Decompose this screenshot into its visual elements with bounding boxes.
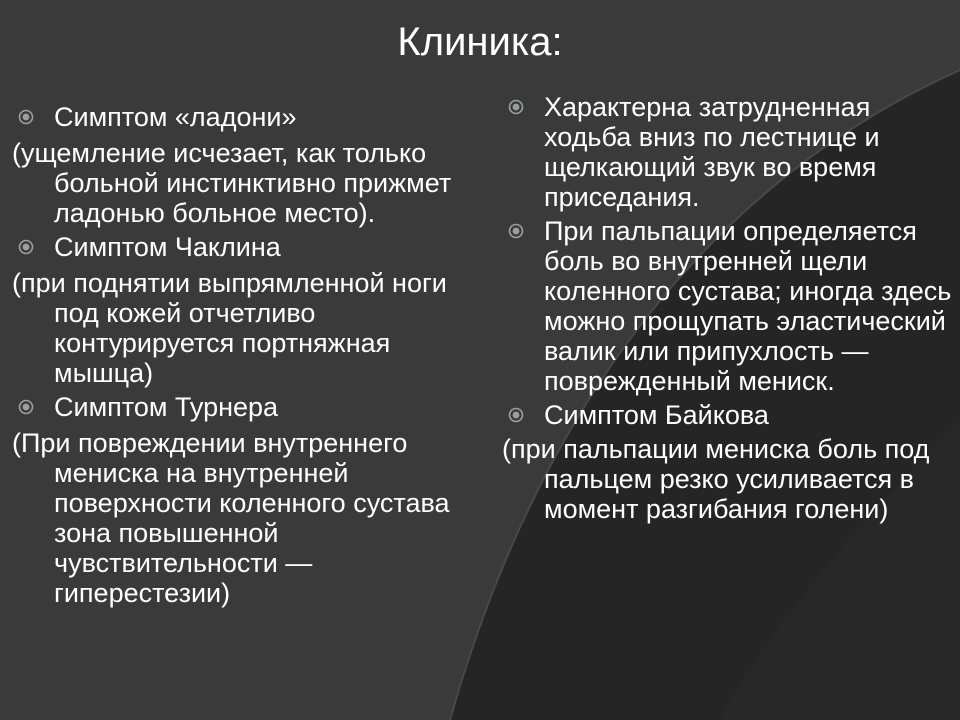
paragraph-text: (при поднятии выпрямленной ноги под кожей отчетливо контурируется портняжная мышца) [12, 268, 447, 388]
bullet-text: Симптом Чаклина [54, 232, 281, 262]
circle-bullet-icon [18, 239, 34, 255]
circle-bullet-icon [18, 399, 34, 415]
circle-bullet-icon [508, 99, 524, 115]
slide-title: Клиника: [397, 20, 563, 64]
circle-bullet-icon [18, 109, 34, 125]
bullet-item [12, 102, 462, 132]
paragraph-text: (При повреждении внутреннего мениска на внутренней поверхности коленного сустава зона повышенной чувствительности — гиперестезии) [12, 428, 450, 608]
bullet-item [502, 92, 952, 212]
bullet-text: Симптом «ладони» [54, 102, 297, 132]
bullet-text: Симптом Байкова [544, 400, 769, 430]
right-column [502, 92, 952, 528]
bullet-text: Симптом Турнера [54, 392, 279, 422]
bullet-item [502, 216, 952, 396]
bullet-item [502, 400, 952, 430]
left-column [12, 102, 462, 612]
bullet-text: При пальпации определяется боль во внутренней щели коленного сустава; иногда здесь можно прощупать эластический валик или припухлость — поврежденный мениск. [544, 216, 952, 396]
bullet-text: Характерна затрудненная ходьба вниз по лестнице и щелкающий звук во время приседания. [544, 92, 880, 212]
paragraph-text: (при пальпации мениска боль под пальцем резко усиливается в момент разгибания голени) [502, 434, 930, 524]
paragraph-text: (ущемление исчезает, как только больной инстинктивно прижмет ладонью больное место). [12, 138, 452, 228]
circle-bullet-icon [508, 407, 524, 423]
bullet-item [12, 232, 462, 262]
circle-bullet-icon [508, 223, 524, 239]
bullet-item [12, 392, 462, 422]
